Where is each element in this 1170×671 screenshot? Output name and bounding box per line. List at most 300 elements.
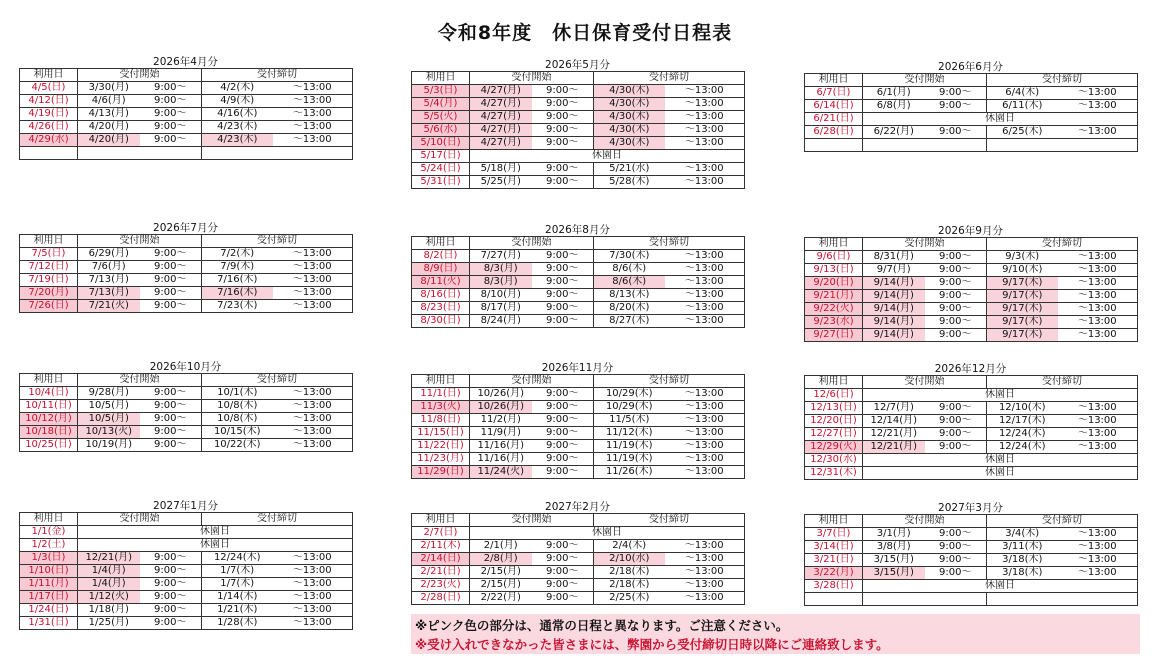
- use-date: 5/10(日): [412, 137, 470, 150]
- table-row: [412, 388, 745, 401]
- table-row: [412, 150, 745, 163]
- schedule-table: [411, 236, 745, 328]
- use-date: 11/29(日): [412, 466, 470, 479]
- end-date: 1/7(木): [202, 578, 273, 591]
- header-date: 利用日: [412, 514, 470, 527]
- table-row: [805, 428, 1138, 441]
- table-row: [20, 604, 353, 617]
- start-date: [863, 139, 925, 152]
- table-header-row: [20, 513, 353, 526]
- start-date: 3/1(月): [863, 528, 925, 541]
- start-date: 8/3(月): [470, 263, 532, 276]
- table-row: [805, 139, 1138, 152]
- use-date: 3/7(日): [805, 528, 863, 541]
- table-row: [412, 553, 745, 566]
- use-date: 4/29(水): [20, 134, 78, 147]
- table-row: [805, 528, 1138, 541]
- start-time: 9:00～: [925, 87, 987, 100]
- header-end: 受付締切: [594, 514, 745, 527]
- end-date: 4/23(木): [202, 121, 273, 134]
- start-time: 9:00～: [140, 387, 202, 400]
- start-date: 8/3(月): [470, 276, 532, 289]
- start-date: 6/1(月): [863, 87, 925, 100]
- table-row: [20, 300, 353, 313]
- closed-label: 休園日: [470, 527, 745, 540]
- start-date: 12/14(月): [863, 415, 925, 428]
- table-row: [20, 121, 353, 134]
- table-row: [412, 315, 745, 328]
- use-date: 1/10(日): [20, 565, 78, 578]
- end-date: 4/2(木): [202, 82, 273, 95]
- start-date: 4/27(月): [470, 85, 532, 98]
- end-date: 9/17(木): [987, 303, 1058, 316]
- table-row: [412, 401, 745, 414]
- table-row: [412, 566, 745, 579]
- table-row: [412, 540, 745, 553]
- end-date: 4/30(木): [594, 111, 665, 124]
- use-date: 8/23(日): [412, 302, 470, 315]
- start-time: 9:00～: [925, 100, 987, 113]
- end-time: ～13:00: [273, 604, 353, 617]
- end-time: ～13:00: [665, 289, 745, 302]
- table-row: [412, 163, 745, 176]
- end-time: ～13:00: [665, 85, 745, 98]
- table-row: [20, 565, 353, 578]
- use-date: 9/27(日): [805, 329, 863, 342]
- start-date: 4/20(月): [78, 121, 140, 134]
- table-row: [20, 108, 353, 121]
- end-time: ～13:00: [665, 579, 745, 592]
- start-time: 9:00～: [140, 591, 202, 604]
- end-time: ～13:00: [273, 578, 353, 591]
- end-time: ～13:00: [665, 592, 745, 605]
- use-date: 9/20(日): [805, 277, 863, 290]
- start-time: 9:00～: [140, 108, 202, 121]
- use-date: 4/12(日): [20, 95, 78, 108]
- header-start: 受付開始: [78, 69, 202, 82]
- end-time: ～13:00: [273, 287, 353, 300]
- start-date: 8/17(月): [470, 302, 532, 315]
- use-date: 8/30(日): [412, 315, 470, 328]
- end-date: 4/9(木): [202, 95, 273, 108]
- start-time: 9:00～: [140, 287, 202, 300]
- end-time: ～13:00: [665, 315, 745, 328]
- end-date: 7/16(木): [202, 274, 273, 287]
- header-end: 受付締切: [987, 515, 1138, 528]
- start-time: 9:00～: [925, 554, 987, 567]
- end-date: 2/18(木): [594, 566, 665, 579]
- table-row: [805, 329, 1138, 342]
- use-date: 8/11(火): [412, 276, 470, 289]
- table-header-row: [805, 238, 1138, 251]
- end-time: ～13:00: [1058, 277, 1138, 290]
- table-row: [20, 400, 353, 413]
- month-block: [19, 222, 352, 313]
- month-title: 2026年11月分: [541, 362, 614, 374]
- end-date: 11/19(木): [594, 453, 665, 466]
- start-time: 9:00～: [532, 124, 594, 137]
- table-row: [805, 251, 1138, 264]
- end-date: 7/30(木): [594, 250, 665, 263]
- use-date: 12/13(日): [805, 402, 863, 415]
- use-date: 8/16(日): [412, 289, 470, 302]
- start-time: 9:00～: [140, 261, 202, 274]
- end-date: 9/17(木): [987, 316, 1058, 329]
- table-row: [805, 87, 1138, 100]
- header-end: 受付締切: [594, 375, 745, 388]
- end-time: ～13:00: [273, 591, 353, 604]
- end-date: 1/21(木): [202, 604, 273, 617]
- start-date: 3/15(月): [863, 567, 925, 580]
- end-time: ～13:00: [273, 261, 353, 274]
- start-time: 9:00～: [925, 528, 987, 541]
- table-row: [412, 124, 745, 137]
- table-row: [20, 287, 353, 300]
- end-time: ～13:00: [273, 95, 353, 108]
- use-date: 10/12(月): [20, 413, 78, 426]
- use-date: 6/7(日): [805, 87, 863, 100]
- use-date: 2/11(木): [412, 540, 470, 553]
- header-start: 受付開始: [470, 72, 594, 85]
- start-date: 1/4(月): [78, 578, 140, 591]
- header-date: 利用日: [412, 72, 470, 85]
- use-date: 2/7(日): [412, 527, 470, 540]
- schedule-table: [19, 68, 353, 160]
- end-time: ～13:00: [273, 617, 353, 630]
- month-block: [411, 224, 744, 328]
- start-date: 8/31(月): [863, 251, 925, 264]
- end-date: 2/10(水): [594, 553, 665, 566]
- header-start: 受付開始: [863, 238, 987, 251]
- start-date: 1/18(月): [78, 604, 140, 617]
- use-date: 9/13(日): [805, 264, 863, 277]
- start-date: 3/8(月): [863, 541, 925, 554]
- start-time: 9:00～: [925, 277, 987, 290]
- month-title: 2027年3月分: [938, 502, 1003, 514]
- end-time: ～13:00: [1058, 554, 1138, 567]
- month-block: [804, 363, 1137, 480]
- start-time: 9:00～: [532, 427, 594, 440]
- start-date: 9/14(月): [863, 316, 925, 329]
- end-time: ～13:00: [1058, 303, 1138, 316]
- start-time: 9:00～: [532, 540, 594, 553]
- end-time: ～13:00: [273, 426, 353, 439]
- use-date: 5/3(日): [412, 85, 470, 98]
- start-date: 2/1(月): [470, 540, 532, 553]
- start-date: 2/15(月): [470, 566, 532, 579]
- start-date: 12/7(月): [863, 402, 925, 415]
- header-start: 受付開始: [863, 74, 987, 87]
- start-date: 12/21(月): [863, 428, 925, 441]
- start-time: 9:00～: [532, 414, 594, 427]
- start-date: 6/29(月): [78, 248, 140, 261]
- start-time: 9:00～: [532, 566, 594, 579]
- end-time: ～13:00: [273, 439, 353, 452]
- header-end: 受付締切: [594, 237, 745, 250]
- end-date: 1/14(木): [202, 591, 273, 604]
- start-date: 11/16(月): [470, 453, 532, 466]
- table-row: [805, 567, 1138, 580]
- use-date: 10/25(日): [20, 439, 78, 452]
- use-date: 12/27(日): [805, 428, 863, 441]
- use-date: 2/28(日): [412, 592, 470, 605]
- end-time: ～13:00: [665, 111, 745, 124]
- use-date: 5/5(火): [412, 111, 470, 124]
- use-date: 7/12(日): [20, 261, 78, 274]
- use-date: 1/31(日): [20, 617, 78, 630]
- use-date: 12/20(日): [805, 415, 863, 428]
- end-time: ～13:00: [665, 388, 745, 401]
- start-date: 10/19(月): [78, 439, 140, 452]
- table-row: [20, 617, 353, 630]
- end-date: 8/6(木): [594, 263, 665, 276]
- start-time: 9:00～: [532, 302, 594, 315]
- end-time: ～13:00: [665, 163, 745, 176]
- month-title: 2026年9月分: [938, 225, 1003, 237]
- end-date: 10/8(木): [202, 400, 273, 413]
- table-row: [412, 579, 745, 592]
- start-time: 9:00～: [532, 553, 594, 566]
- header-start: 受付開始: [78, 235, 202, 248]
- end-date: 3/18(木): [987, 554, 1058, 567]
- start-date: 1/25(月): [78, 617, 140, 630]
- start-date: 12/21(月): [863, 441, 925, 454]
- start-date: 7/27(月): [470, 250, 532, 263]
- end-time: ～13:00: [1058, 441, 1138, 454]
- use-date: 4/26(日): [20, 121, 78, 134]
- end-date: 9/10(木): [987, 264, 1058, 277]
- use-date: 5/17(日): [412, 150, 470, 163]
- page-title: 令和8年度 休日保育受付日程表: [437, 22, 733, 44]
- start-date: [863, 593, 925, 606]
- start-date: 6/8(月): [863, 100, 925, 113]
- start-date: 4/20(月): [78, 134, 140, 147]
- header-end: 受付締切: [202, 513, 353, 526]
- closed-label: 休園日: [863, 113, 1138, 126]
- end-time: ～13:00: [273, 387, 353, 400]
- use-date: 12/6(日): [805, 389, 863, 402]
- start-date: 6/22(月): [863, 126, 925, 139]
- use-date: 11/23(月): [412, 453, 470, 466]
- end-date: 3/11(木): [987, 541, 1058, 554]
- table-header-row: [412, 514, 745, 527]
- start-time: 9:00～: [925, 290, 987, 303]
- header-date: 利用日: [20, 69, 78, 82]
- table-row: [20, 147, 353, 160]
- month-block: [804, 225, 1137, 342]
- use-date: 9/22(火): [805, 303, 863, 316]
- month-block: [411, 362, 744, 479]
- start-date: 3/30(月): [78, 82, 140, 95]
- header-start: 受付開始: [863, 376, 987, 389]
- end-date: 1/28(木): [202, 617, 273, 630]
- end-date: 4/30(木): [594, 85, 665, 98]
- start-date: 9/7(月): [863, 264, 925, 277]
- closed-label: 休園日: [863, 454, 1138, 467]
- start-time: 9:00～: [532, 176, 594, 189]
- start-time: 9:00～: [532, 466, 594, 479]
- table-row: [412, 453, 745, 466]
- start-time: 9:00～: [925, 402, 987, 415]
- end-time: ～13:00: [1058, 428, 1138, 441]
- table-row: [805, 554, 1138, 567]
- month-title: 2026年12月分: [934, 363, 1007, 375]
- schedule-table: [19, 234, 353, 313]
- end-time: ～13:00: [1058, 541, 1138, 554]
- use-date: 12/30(水): [805, 454, 863, 467]
- start-time: 9:00～: [140, 400, 202, 413]
- month-title: 2026年5月分: [545, 59, 610, 71]
- notes-box: [411, 614, 1140, 654]
- start-time: 9:00～: [532, 315, 594, 328]
- end-time: ～13:00: [1058, 415, 1138, 428]
- end-time: ～13:00: [273, 565, 353, 578]
- use-date: 11/8(日): [412, 414, 470, 427]
- end-date: 7/9(木): [202, 261, 273, 274]
- end-date: 3/18(木): [987, 567, 1058, 580]
- use-date: 10/18(日): [20, 426, 78, 439]
- use-date: 4/19(日): [20, 108, 78, 121]
- use-date: [805, 139, 863, 152]
- table-header-row: [805, 515, 1138, 528]
- end-time: ～13:00: [273, 121, 353, 134]
- start-date: 4/13(月): [78, 108, 140, 121]
- use-date: 9/21(月): [805, 290, 863, 303]
- end-time: ～13:00: [1058, 316, 1138, 329]
- month-title: 2026年7月分: [153, 222, 218, 234]
- table-header-row: [412, 72, 745, 85]
- start-time: 9:00～: [925, 329, 987, 342]
- schedule-table: [804, 237, 1138, 342]
- table-row: [805, 126, 1138, 139]
- table-row: [20, 248, 353, 261]
- end-date: 6/11(木): [987, 100, 1058, 113]
- schedule-table: [804, 73, 1138, 152]
- header-end: 受付締切: [202, 69, 353, 82]
- end-time: ～13:00: [665, 401, 745, 414]
- end-time: ～13:00: [1058, 126, 1138, 139]
- end-date: 10/22(木): [202, 439, 273, 452]
- end-date: 12/24(木): [202, 552, 273, 565]
- end-time: ～13:00: [1058, 402, 1138, 415]
- use-date: 3/28(日): [805, 580, 863, 593]
- schedule-table: [19, 512, 353, 630]
- month-block: [19, 500, 352, 630]
- schedule-table: [804, 514, 1138, 606]
- end-time: ～13:00: [665, 440, 745, 453]
- table-row: [805, 290, 1138, 303]
- use-date: 5/31(日): [412, 176, 470, 189]
- month-block: [411, 59, 744, 189]
- header-end: 受付締切: [987, 238, 1138, 251]
- end-time: ～13:00: [665, 250, 745, 263]
- start-time: 9:00～: [140, 274, 202, 287]
- start-date: 9/14(月): [863, 329, 925, 342]
- use-date: 4/5(日): [20, 82, 78, 95]
- start-date: 2/15(月): [470, 579, 532, 592]
- use-date: [20, 147, 78, 160]
- header-date: 利用日: [412, 375, 470, 388]
- use-date: 8/9(日): [412, 263, 470, 276]
- start-time: 9:00～: [532, 98, 594, 111]
- start-time: 9:00～: [925, 415, 987, 428]
- header-date: 利用日: [20, 374, 78, 387]
- table-row: [20, 134, 353, 147]
- use-date: 5/4(月): [412, 98, 470, 111]
- start-date: 10/13(火): [78, 426, 140, 439]
- end-time: ～13:00: [665, 302, 745, 315]
- start-date: 9/14(月): [863, 303, 925, 316]
- end-time: [273, 147, 353, 160]
- end-time: [1058, 139, 1138, 152]
- start-date: 7/6(月): [78, 261, 140, 274]
- table-row: [20, 526, 353, 539]
- start-date: 3/15(月): [863, 554, 925, 567]
- end-date: 2/4(木): [594, 540, 665, 553]
- header-end: 受付締切: [202, 374, 353, 387]
- start-time: 9:00～: [140, 426, 202, 439]
- start-date: 9/14(月): [863, 290, 925, 303]
- start-time: [925, 139, 987, 152]
- table-row: [412, 527, 745, 540]
- table-header-row: [20, 235, 353, 248]
- table-header-row: [805, 376, 1138, 389]
- header-date: 利用日: [805, 515, 863, 528]
- schedule-table: [19, 373, 353, 452]
- start-time: 9:00～: [140, 604, 202, 617]
- end-time: ～13:00: [665, 466, 745, 479]
- start-date: 10/26(月): [470, 401, 532, 414]
- table-row: [20, 413, 353, 426]
- use-date: 5/6(水): [412, 124, 470, 137]
- month-block: [804, 61, 1137, 152]
- use-date: 9/23(水): [805, 316, 863, 329]
- end-time: ～13:00: [1058, 251, 1138, 264]
- end-date: [987, 593, 1058, 606]
- table-row: [805, 303, 1138, 316]
- table-row: [412, 137, 745, 150]
- end-time: ～13:00: [665, 553, 745, 566]
- start-time: 9:00～: [532, 453, 594, 466]
- end-date: 6/4(木): [987, 87, 1058, 100]
- start-date: 4/27(月): [470, 111, 532, 124]
- table-row: [20, 82, 353, 95]
- table-row: [20, 95, 353, 108]
- header-date: 利用日: [805, 376, 863, 389]
- use-date: 2/23(火): [412, 579, 470, 592]
- use-date: 3/14(日): [805, 541, 863, 554]
- start-time: 9:00～: [140, 134, 202, 147]
- end-date: 2/18(木): [594, 579, 665, 592]
- header-date: 利用日: [412, 237, 470, 250]
- end-date: [987, 139, 1058, 152]
- table-row: [805, 593, 1138, 606]
- start-date: 11/9(月): [470, 427, 532, 440]
- end-time: ～13:00: [1058, 87, 1138, 100]
- use-date: 5/24(日): [412, 163, 470, 176]
- start-time: 9:00～: [140, 248, 202, 261]
- start-time: 9:00～: [532, 592, 594, 605]
- table-row: [20, 578, 353, 591]
- start-time: [925, 593, 987, 606]
- end-date: 1/7(木): [202, 565, 273, 578]
- end-time: ～13:00: [273, 134, 353, 147]
- use-date: 10/11(日): [20, 400, 78, 413]
- table-row: [805, 541, 1138, 554]
- table-row: [412, 414, 745, 427]
- start-date: 5/18(月): [470, 163, 532, 176]
- end-date: 11/26(木): [594, 466, 665, 479]
